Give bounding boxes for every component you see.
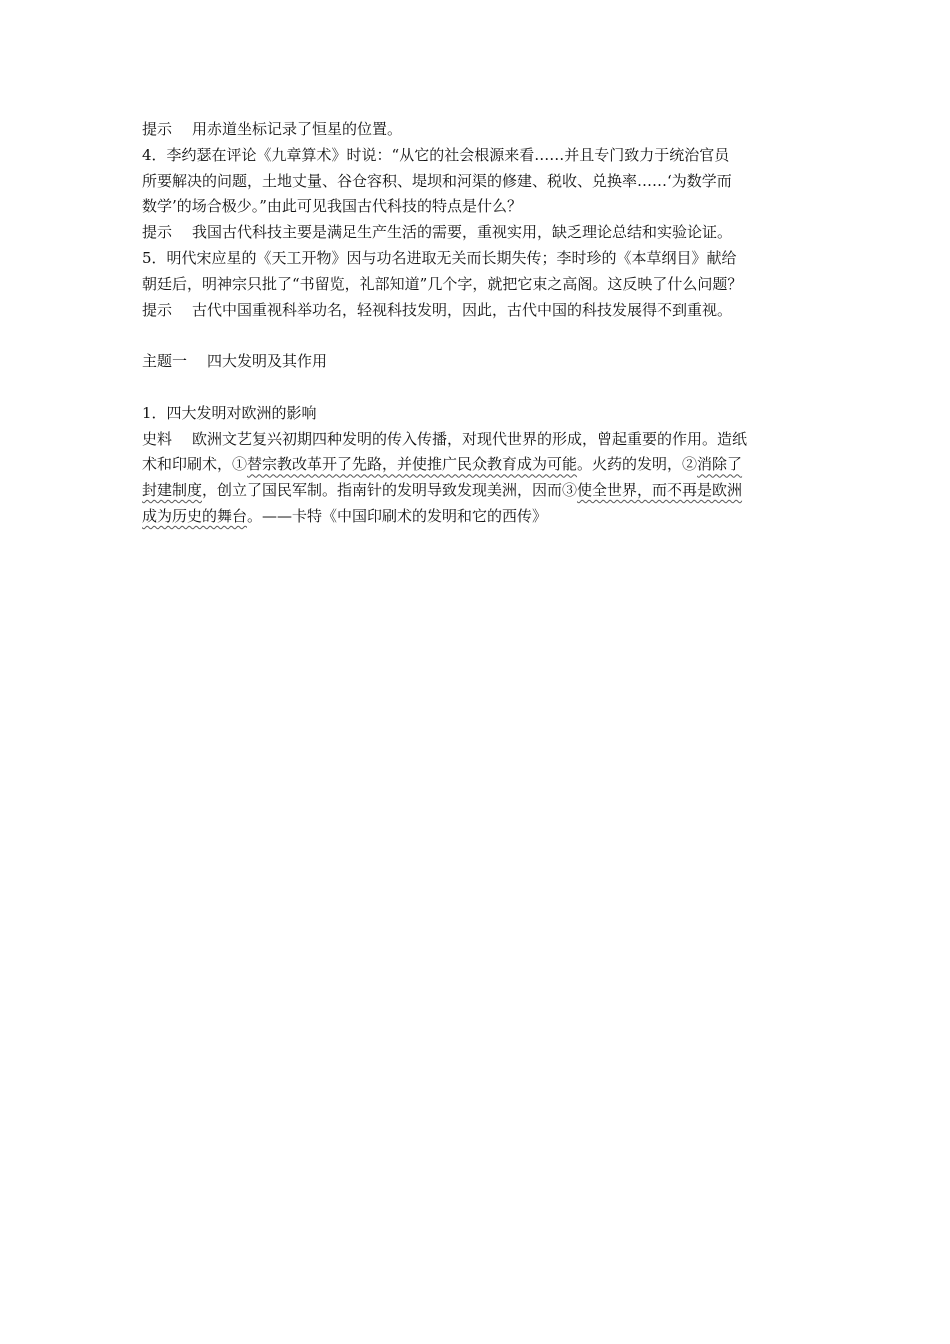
source-text: 欧洲文艺复兴初期四种发明的传入传播，对现代世界的形成，曾起重要的作用。造纸 bbox=[192, 429, 748, 448]
hint-text: 古代中国重视科举功名，轻视科技发明，因此，古代中国的科技发展得不到重视。 bbox=[192, 300, 733, 319]
hint-q3 bbox=[142, 117, 818, 143]
question-5-line-2: 朝廷后，明神宗只批了“书留览，礼部知道”几个字，就把它束之高阁。这反映了什么问题？ bbox=[142, 274, 743, 293]
hint-q5 bbox=[142, 298, 818, 324]
theme-label: 主题一 bbox=[142, 352, 188, 371]
underlined-phrase: 替宗教改革开了先路，并使推广民众教育成为可能 bbox=[247, 455, 578, 474]
source-label: 史料 bbox=[142, 429, 173, 448]
hint-q4 bbox=[142, 220, 818, 246]
hint-label: 提示 bbox=[142, 120, 173, 138]
document-page bbox=[142, 117, 818, 530]
source-line-1 bbox=[142, 427, 818, 453]
question-4-line-3: 数学’的场合极少。”由此可见我国古代科技的特点是什么？ bbox=[142, 197, 522, 216]
hint-text: 我国古代科技主要是满足生产生活的需要，重视实用，缺乏理论总结和实验论证。 bbox=[192, 223, 733, 242]
source-text: ，创立了国民军制。指南针的发明导致发现美洲，因而③ bbox=[202, 481, 578, 500]
underlined-phrase: 封建制度 bbox=[142, 481, 203, 500]
underlined-phrase: 成为历史的舞台 bbox=[142, 506, 248, 525]
source-line-3 bbox=[142, 478, 818, 504]
spacer bbox=[142, 323, 818, 349]
source-text: 。火药的发明，② bbox=[577, 455, 698, 474]
hint-label: 提示 bbox=[142, 300, 173, 319]
hint-label: 提示 bbox=[142, 223, 173, 242]
theme-title: 四大发明及其作用 bbox=[207, 352, 328, 371]
spacer bbox=[142, 375, 818, 401]
hint-text: 用赤道坐标记录了恒星的位置。 bbox=[192, 120, 403, 138]
question-5-line-1: 5．明代宋应星的《天工开物》因与功名进取无关而长期失传；李时珍的《本草纲目》献给 bbox=[142, 248, 737, 267]
underlined-phrase: 使全世界，而不再是欧洲 bbox=[577, 481, 743, 500]
underlined-phrase: 消除了 bbox=[697, 455, 743, 474]
source-text: 术和印刷术，① bbox=[142, 455, 248, 474]
question-4-line-2: 所要解决的问题，土地丈量、谷仓容积、堤坝和河渠的修建、税收、兑换率……‘为数学而 bbox=[142, 171, 732, 190]
source-line-4 bbox=[142, 504, 818, 530]
question-4-line-1: 4．李约瑟在评论《九章算术》时说：“从它的社会根源来看……并且专门致力于统治官员 bbox=[142, 145, 730, 164]
theme-heading bbox=[142, 349, 818, 375]
section-heading: 1．四大发明对欧洲的影响 bbox=[142, 403, 317, 422]
source-citation: 。——卡特《中国印刷术的发明和它的西传》 bbox=[247, 506, 548, 525]
source-line-2 bbox=[142, 452, 818, 478]
